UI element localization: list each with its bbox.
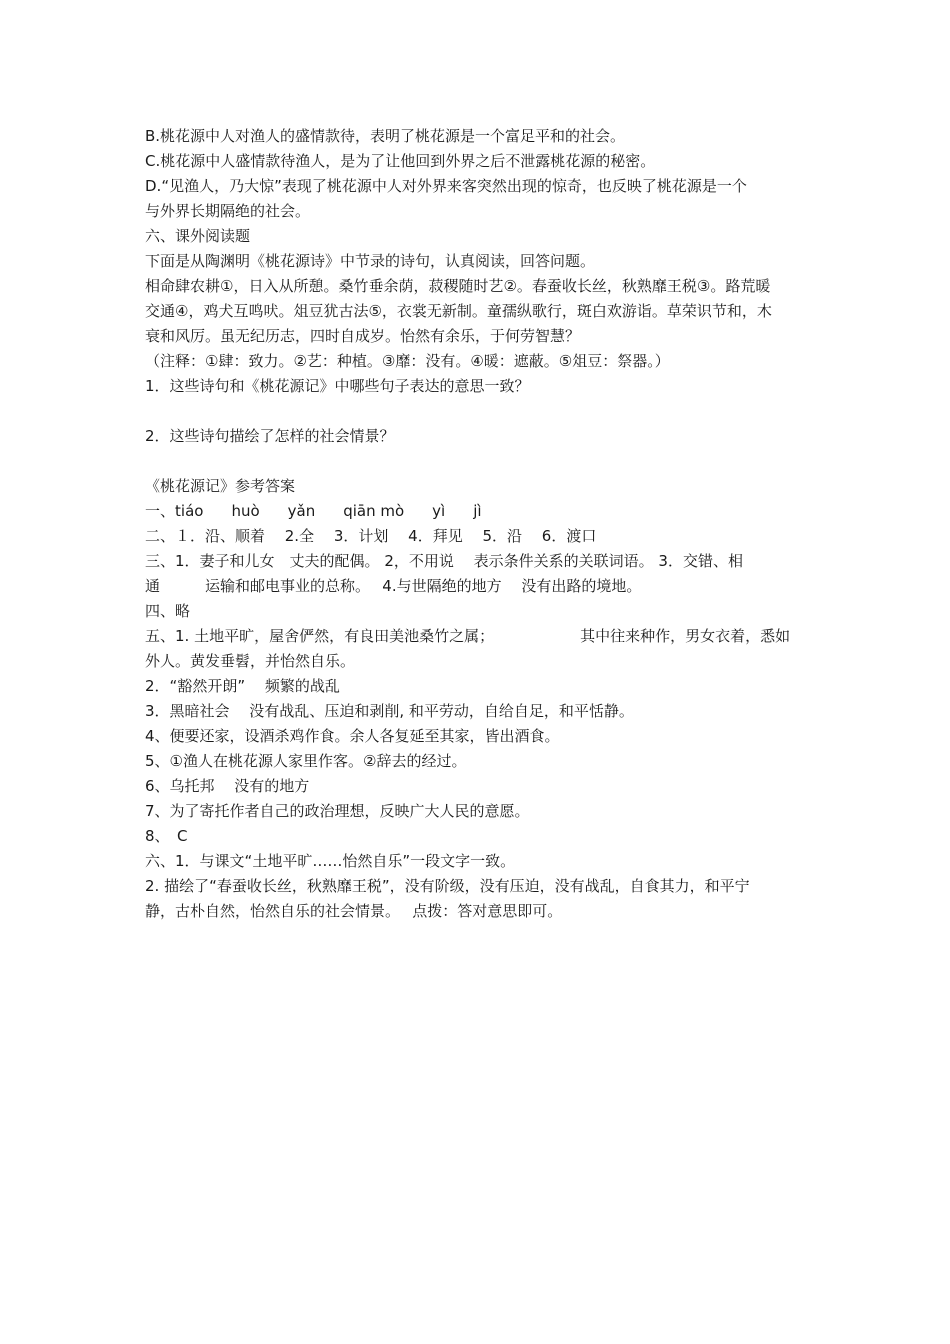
choice-d-line2: 与外界长期隔绝的社会。 [145,202,311,220]
answer-5-line1 [145,624,815,649]
poem-line2: 交通④，鸡犬互鸣吠。俎豆犹古法⑤，衣裳无新制。童孺纵歌行，斑白欢游诣。草荣识节和，木 [145,302,772,320]
blank-space [145,449,815,474]
answer-5-line2: 外人。黄发垂髫，并怡然自乐。 [145,652,356,670]
choice-d-line1: D.“见渔人，乃大惊”表现了桃花源中人对外界来客突然出现的惊奇，也反映了桃花源是一个 [145,177,747,195]
blank-space [145,399,815,424]
answer-1-pinyin [145,499,815,524]
document-body [145,124,815,924]
answer-5-q5: 5、①渔人在桃花源人家里作客。②辞去的经过。 [145,752,467,770]
pinyin-item: qiān mò [343,502,405,520]
answers-title: 《桃花源记》参考答案 [145,477,296,495]
answer-3-line2: 通 运输和邮电事业的总称。 4.与世隔绝的地方 没有出路的境地。 [145,577,642,595]
answer-6-q1: 六、1．与课文“土地平旷……怡然自乐”一段文字一致。 [145,852,516,870]
answer-2: 二、１．沿、顺着 2.全 3．计划 4．拜见 5．沿 6．渡口 [145,527,597,545]
answer-3-line1: 三、1．妻子和儿女 丈夫的配偶。 2，不用说 表示条件关系的关联词语。 3．交错、相 [145,552,743,570]
poem-notes: （注释：①肆：致力。②艺：种植。③靡：没有。④暖：遮蔽。⑤俎豆：祭器。） [145,352,670,370]
pinyin-item: yǎn [287,502,316,520]
answer-5-q3: 3．黑暗社会 没有战乱、压迫和剥削, 和平劳动，自给自足，和平恬静。 [145,702,634,720]
answer-1-prefix: 一、 [145,502,176,520]
answer-6-q2-line2: 静，古朴自然，怡然自乐的社会情景。 点拨：答对意思即可。 [145,902,563,920]
answer-5-part-a: 五、1. 土地平旷，屋舍俨然，有良田美池桑竹之属； [145,627,495,645]
pinyin-item: jì [473,502,482,520]
answer-5-part-b: 其中往来种作，男女衣着，悉如 [580,627,791,645]
answer-5-q2: 2．“豁然开朗” 频繁的战乱 [145,677,340,695]
answer-5-q6: 6、乌托邦 没有的地方 [145,777,310,795]
choice-b: B.桃花源中人对渔人的盛情款待，表明了桃花源是一个富足平和的社会。 [145,127,626,145]
poem-line3: 衰和风厉。虽无纪历志，四时自成岁。怡然有余乐，于何劳智慧？ [145,327,581,345]
section6-heading: 六、课外阅读题 [145,227,251,245]
answer-5-q4: 4、便要还家，设酒杀鸡作食。余人各复延至其家，皆出酒食。 [145,727,560,745]
pinyin-item: yì [432,502,446,520]
answer-5-q8: 8、 C [145,827,188,845]
answer-6-q2-line1: 2. 描绘了“春蚕收长丝，秋熟靡王税”，没有阶级，没有压迫，没有战乱，自食其力，和平宁 [145,877,750,895]
question-2: 2．这些诗句描绘了怎样的社会情景？ [145,427,395,445]
question-1: 1．这些诗句和《桃花源记》中哪些句子表达的意思一致？ [145,377,530,395]
pinyin-item: tiáo [175,502,204,520]
answer-4: 四、略 [145,602,191,620]
section6-intro: 下面是从陶渊明《桃花源诗》中节录的诗句，认真阅读，回答问题。 [145,252,596,270]
answer-5-q7: 7、为了寄托作者自己的政治理想，反映广大人民的意愿。 [145,802,530,820]
choice-c: C.桃花源中人盛情款待渔人，是为了让他回到外界之后不泄露桃花源的秘密。 [145,152,656,170]
poem-line1: 相命肆农耕①，日入从所憩。桑竹垂余荫，菽稷随时艺②。春蚕收长丝，秋熟靡王税③。路荒暖 [145,277,771,295]
pinyin-item: huò [231,502,260,520]
